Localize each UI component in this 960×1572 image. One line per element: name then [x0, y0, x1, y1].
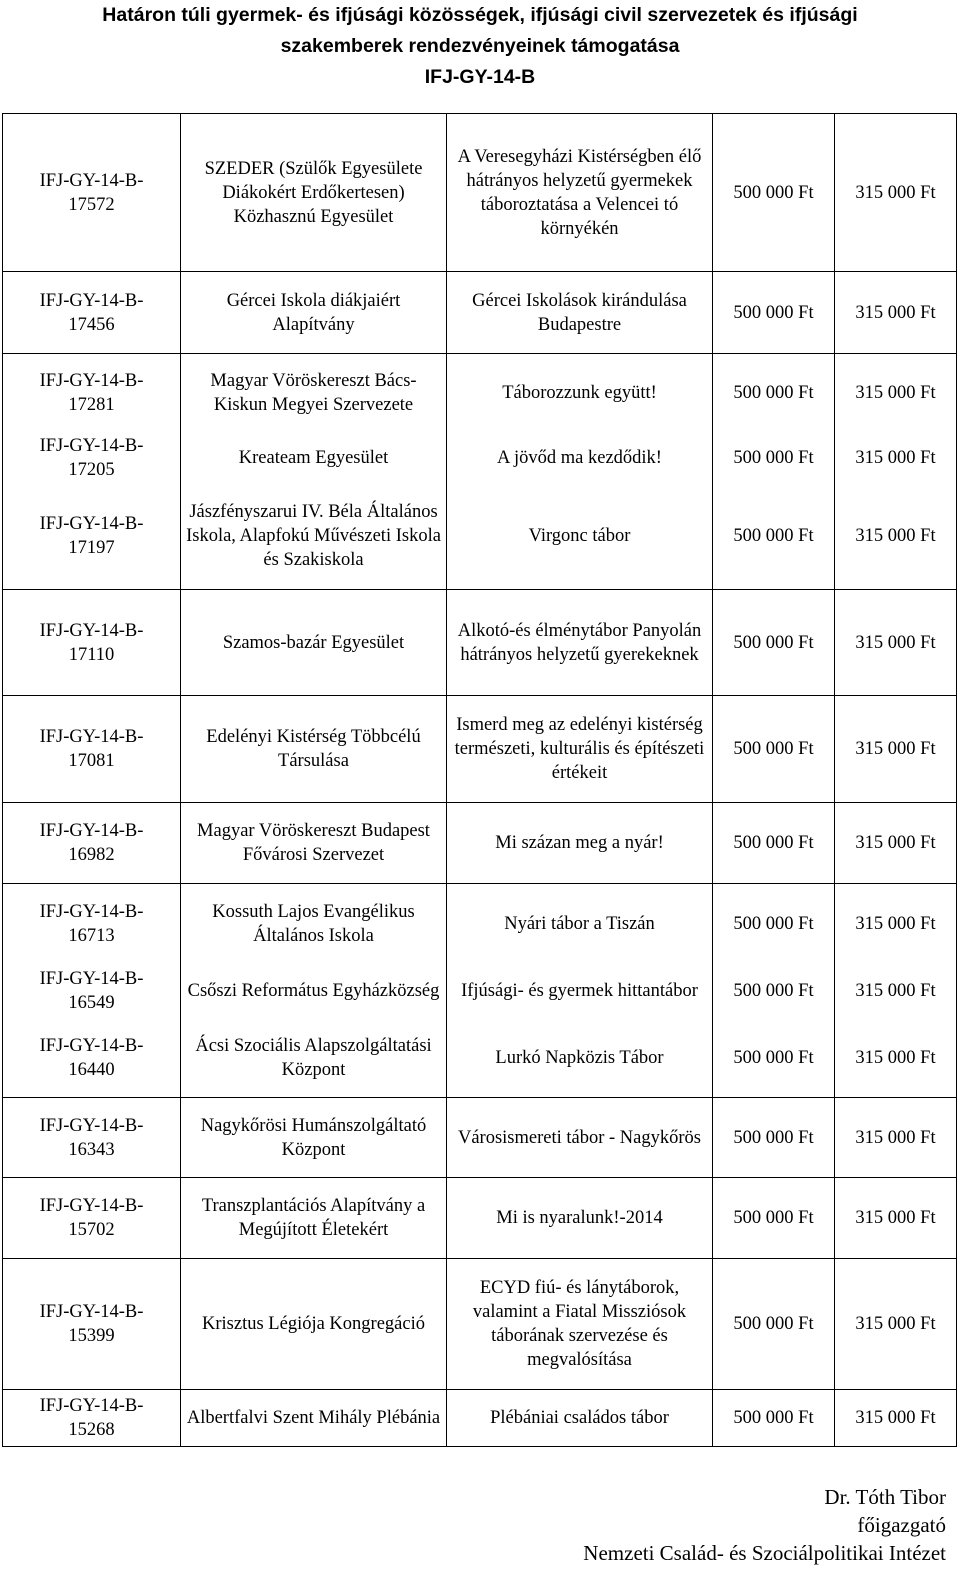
- row-id: IFJ-GY-14-B- 17197: [3, 483, 181, 590]
- row-project: Lurkó Napközis Tábor: [447, 1019, 713, 1098]
- table-row: [3, 354, 957, 433]
- row-requested-amount: 500 000 Ft: [713, 1098, 835, 1178]
- row-project: A Veresegyházi Kistérségben élő hátrányos helyzetű gyermekek táboroztatása a Velencei tó környékén: [447, 114, 713, 272]
- row-requested-amount: 500 000 Ft: [713, 1178, 835, 1259]
- row-granted-amount: 315 000 Ft: [835, 803, 957, 884]
- document-header: [0, 0, 960, 93]
- row-organization: Magyar Vöröskereszt Budapest Fővárosi Szervezet: [181, 803, 447, 884]
- row-project: Plébániai családos tábor: [447, 1390, 713, 1447]
- table-row: [3, 1390, 957, 1447]
- row-granted-amount: 315 000 Ft: [835, 1019, 957, 1098]
- table-row: [3, 1259, 957, 1390]
- row-project: A jövőd ma kezdődik!: [447, 433, 713, 483]
- row-organization: Transzplantációs Alapítvány a Megújított Életekért: [181, 1178, 447, 1259]
- row-requested-amount: 500 000 Ft: [713, 433, 835, 483]
- row-organization: Nagykőrösi Humánszolgáltató Központ: [181, 1098, 447, 1178]
- table-row: [3, 483, 957, 590]
- row-id: IFJ-GY-14-B- 17281: [3, 354, 181, 433]
- table-row: [3, 1178, 957, 1259]
- row-id: IFJ-GY-14-B- 16713: [3, 884, 181, 964]
- row-organization: Kossuth Lajos Evangélikus Általános Iskola: [181, 884, 447, 964]
- row-organization: Csőszi Református Egyházközség: [181, 964, 447, 1019]
- row-project: ECYD fiú- és lánytáborok, valamint a Fiatal Missziósok táborának szervezése és megvalósítása: [447, 1259, 713, 1390]
- header-title-line2: szakemberek rendezvényeinek támogatása: [280, 35, 680, 57]
- row-granted-amount: 315 000 Ft: [835, 1098, 957, 1178]
- row-id: IFJ-GY-14-B- 16440: [3, 1019, 181, 1098]
- row-granted-amount: 315 000 Ft: [835, 354, 957, 433]
- institution-name: Nemzeti Család- és Szociálpolitikai Intézet: [583, 1541, 946, 1565]
- row-organization: SZEDER (Szülők Egyesülete Diákokért Erdőkertesen) Közhasznú Egyesület: [181, 114, 447, 272]
- row-project: Városismereti tábor - Nagykőrös: [447, 1098, 713, 1178]
- row-granted-amount: 315 000 Ft: [835, 433, 957, 483]
- table-row: [3, 114, 957, 272]
- row-project: Gércei Iskolások kirándulása Budapestre: [447, 272, 713, 354]
- row-granted-amount: 315 000 Ft: [835, 1178, 957, 1259]
- row-id: IFJ-GY-14-B- 16549: [3, 964, 181, 1019]
- row-requested-amount: 500 000 Ft: [713, 272, 835, 354]
- row-id: IFJ-GY-14-B- 15268: [3, 1390, 181, 1447]
- row-requested-amount: 500 000 Ft: [713, 1390, 835, 1447]
- table-row: [3, 272, 957, 354]
- row-requested-amount: 500 000 Ft: [713, 884, 835, 964]
- row-project: Ifjúsági- és gyermek hittantábor: [447, 964, 713, 1019]
- row-project: Mi is nyaralunk!-2014: [447, 1178, 713, 1259]
- row-granted-amount: 315 000 Ft: [835, 884, 957, 964]
- row-organization: Jászfényszarui IV. Béla Általános Iskola, Alapfokú Művészeti Iskola és Szakiskola: [181, 483, 447, 590]
- row-granted-amount: 315 000 Ft: [835, 272, 957, 354]
- row-requested-amount: 500 000 Ft: [713, 114, 835, 272]
- row-granted-amount: 315 000 Ft: [835, 1390, 957, 1447]
- row-organization: Ácsi Szociális Alapszolgáltatási Központ: [181, 1019, 447, 1098]
- row-id: IFJ-GY-14-B- 15702: [3, 1178, 181, 1259]
- row-id: IFJ-GY-14-B- 17081: [3, 696, 181, 803]
- table-row: [3, 964, 957, 1019]
- row-organization: Albertfalvi Szent Mihály Plébánia: [181, 1390, 447, 1447]
- row-requested-amount: 500 000 Ft: [713, 964, 835, 1019]
- row-granted-amount: 315 000 Ft: [835, 483, 957, 590]
- table-row: [3, 590, 957, 696]
- row-requested-amount: 500 000 Ft: [713, 483, 835, 590]
- row-project: Mi százan meg a nyár!: [447, 803, 713, 884]
- row-id: IFJ-GY-14-B- 16343: [3, 1098, 181, 1178]
- grants-table: [2, 113, 957, 1447]
- row-id: IFJ-GY-14-B- 17110: [3, 590, 181, 696]
- row-requested-amount: 500 000 Ft: [713, 696, 835, 803]
- row-project: Virgonc tábor: [447, 483, 713, 590]
- row-requested-amount: 500 000 Ft: [713, 590, 835, 696]
- row-organization: Szamos-bazár Egyesület: [181, 590, 447, 696]
- row-granted-amount: 315 000 Ft: [835, 964, 957, 1019]
- row-project: Alkotó-és élménytábor Panyolán hátrányos helyzetű gyerekeknek: [447, 590, 713, 696]
- header-code: IFJ-GY-14-B: [424, 66, 536, 88]
- table-row: [3, 884, 957, 964]
- row-project: Ismerd meg az edelényi kistérség természeti, kulturális és építészeti értékeit: [447, 696, 713, 803]
- signatory-title: főigazgató: [857, 1513, 946, 1537]
- row-id: IFJ-GY-14-B- 17205: [3, 433, 181, 483]
- row-granted-amount: 315 000 Ft: [835, 1259, 957, 1390]
- row-granted-amount: 315 000 Ft: [835, 590, 957, 696]
- row-organization: Magyar Vöröskereszt Bács-Kiskun Megyei Szervezete: [181, 354, 447, 433]
- signatory-name: Dr. Tóth Tibor: [824, 1485, 946, 1509]
- row-id: IFJ-GY-14-B- 17456: [3, 272, 181, 354]
- row-organization: Edelényi Kistérség Többcélú Társulása: [181, 696, 447, 803]
- table-row: [3, 433, 957, 483]
- table-row: [3, 696, 957, 803]
- row-organization: Kreateam Egyesület: [181, 433, 447, 483]
- row-project: Táborozzunk együtt!: [447, 354, 713, 433]
- row-granted-amount: 315 000 Ft: [835, 114, 957, 272]
- header-title-line1: Határon túli gyermek- és ifjúsági közösségek, ifjúsági civil szervezetek és ifjúsági: [102, 4, 858, 26]
- table-row: [3, 803, 957, 884]
- row-requested-amount: 500 000 Ft: [713, 1259, 835, 1390]
- row-requested-amount: 500 000 Ft: [713, 803, 835, 884]
- row-organization: Gércei Iskola diákjaiért Alapítvány: [181, 272, 447, 354]
- table-row: [3, 1098, 957, 1178]
- row-granted-amount: 315 000 Ft: [835, 696, 957, 803]
- row-project: Nyári tábor a Tiszán: [447, 884, 713, 964]
- row-organization: Krisztus Légiója Kongregáció: [181, 1259, 447, 1390]
- row-id: IFJ-GY-14-B- 16982: [3, 803, 181, 884]
- row-requested-amount: 500 000 Ft: [713, 1019, 835, 1098]
- row-requested-amount: 500 000 Ft: [713, 354, 835, 433]
- row-id: IFJ-GY-14-B- 17572: [3, 114, 181, 272]
- signature-block: [583, 1483, 946, 1567]
- row-id: IFJ-GY-14-B- 15399: [3, 1259, 181, 1390]
- table-row: [3, 1019, 957, 1098]
